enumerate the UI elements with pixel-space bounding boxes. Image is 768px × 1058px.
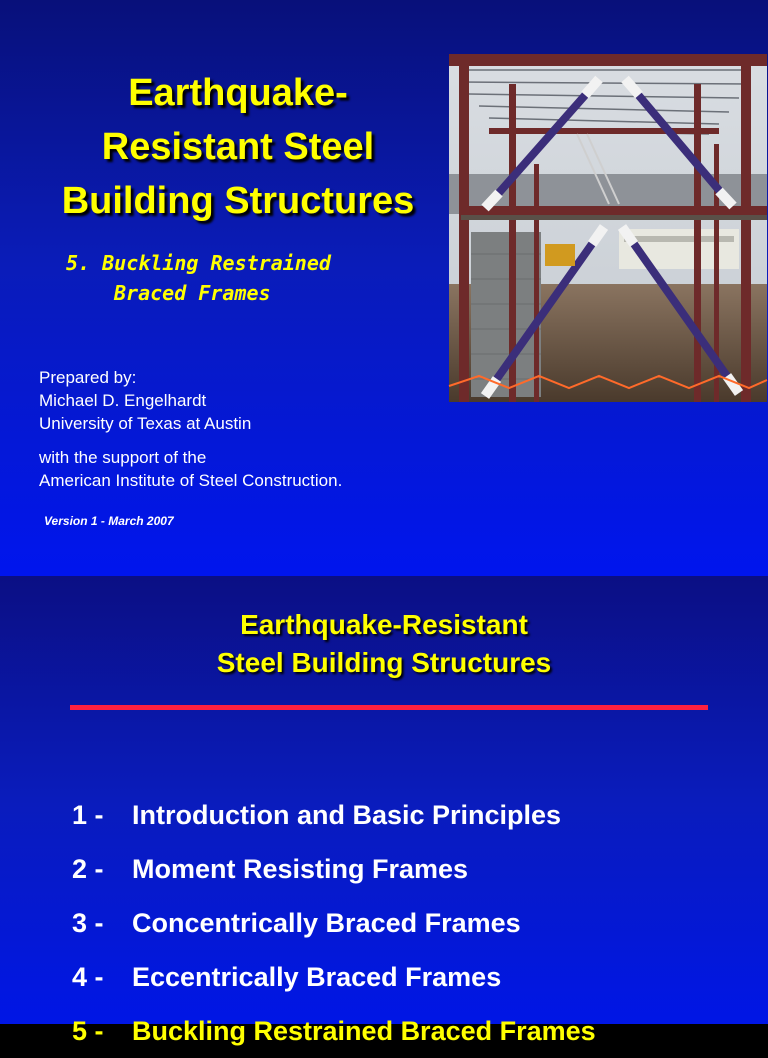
support-line: American Institute of Steel Construction.: [39, 471, 343, 490]
title-line: Building Structures: [61, 180, 415, 222]
prepared-by-label: Prepared by:: [39, 368, 137, 387]
subtitle-line: Braced Frames: [114, 281, 271, 305]
toc-item: [72, 788, 596, 842]
title-line: Resistant Steel: [101, 126, 375, 168]
toc-number: 3 -: [72, 908, 104, 938]
version-label: Version 1 - March 2007: [44, 514, 174, 528]
outline-title: [0, 606, 768, 682]
author-name: Michael D. Engelhardt: [39, 391, 207, 410]
toc-label: Concentrically Braced Frames: [132, 908, 521, 938]
toc-item-current: [72, 1004, 596, 1058]
slide-title: [20, 66, 456, 228]
toc-number: 5 -: [72, 1016, 104, 1046]
toc-label: Moment Resisting Frames: [132, 854, 469, 884]
divider-rule: [70, 705, 708, 710]
subtitle-line: 5. Buckling Restrained: [66, 251, 331, 275]
author-affiliation: University of Texas at Austin: [39, 414, 252, 433]
toc-number: 1 -: [72, 800, 104, 830]
support-block: [39, 446, 419, 492]
toc-item: [72, 896, 596, 950]
outline-title-line: Steel Building Structures: [216, 647, 552, 678]
toc-label: Introduction and Basic Principles: [132, 800, 562, 830]
outline-title-line: Earthquake-Resistant: [240, 609, 528, 640]
toc-number: 4 -: [72, 962, 104, 992]
table-of-contents: [72, 788, 596, 1058]
toc-item: [72, 950, 596, 1004]
toc-label: Buckling Restrained Braced Frames: [132, 1016, 596, 1046]
toc-number: 2 -: [72, 854, 104, 884]
slide-subtitle: [66, 248, 386, 308]
title-line: Earthquake-: [128, 72, 348, 114]
steel-frame-photo: [449, 54, 767, 402]
support-line: with the support of the: [39, 448, 207, 467]
toc-item: [72, 842, 596, 896]
toc-label: Eccentrically Braced Frames: [132, 962, 502, 992]
outline-slide: [0, 576, 768, 1046]
author-block: [39, 366, 419, 435]
